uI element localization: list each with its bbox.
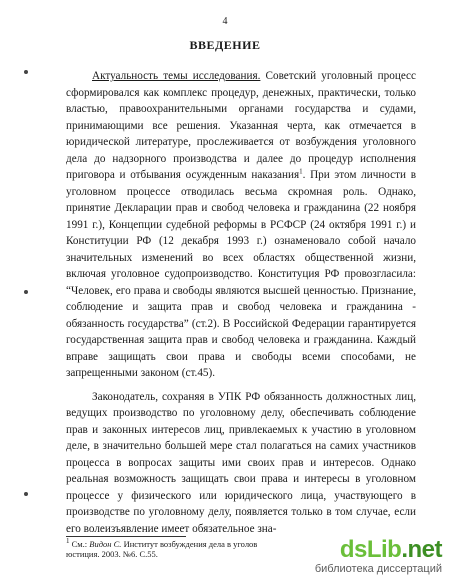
page-title: ВВЕДЕНИЕ — [189, 38, 261, 52]
watermark-logo: dsLib.net — [339, 536, 442, 563]
footnote-line-1: $^1$ См.: Видон С. Институт возбуждения дела в уголов — [66, 537, 258, 549]
watermark — [262, 537, 442, 575]
paragraph-relevance — [66, 68, 416, 382]
footnote-line-2: юстиция. 2003. №6. С.55. — [66, 549, 158, 559]
footnote-divider — [66, 536, 186, 537]
footnote-reference: 1 — [299, 167, 303, 176]
page-number: 4 — [222, 16, 228, 27]
relevance-lead: Актуальность темы исследования. — [92, 70, 261, 82]
binding-hole-mark — [24, 492, 28, 496]
paragraph-text: . При этом личности в уголовном процессе отводилась весьма скромная роль. Однако, принятие Декларации прав и свобод человека и гражданина (22 ноября 1991 г.), Концепции судебной реформы в РСФСР (24 октября 1991 г.) и Конституции РФ (12 декабря 1993 г.) ознаменовало собой начало значительных изменений во всех областях общественной жизни, включая уголовное судопроизводство. Конституция РФ провозгласила: “Человек, его права и свободы являются высшей ценностью. Признание, соблюдение и защита прав и свобод человека и гражданина - обязанность государства” (ст.2). В Российской Федерации гарантируется государственная защита прав и свобод человека и гражданина. Каждый вправе защищать свои права и свободы всеми способами, не запрещенными законом (ст.45). — [66, 169, 416, 379]
footnote-author: Видон С. — [89, 539, 122, 549]
binding-hole-mark — [24, 290, 28, 294]
binding-hole-mark — [24, 70, 28, 74]
paragraph-text: Советский уголовный процесс сформировался как комплекс процедур, денежных, практически, только властью, правоохранительными органами государства и судами, принимающими все решения. Указанная черта, как отмечается в юридической литературе, прослеживается от возбуждения уголовного дела до надзорного производства и далее до процедур исполнения приговора и отбывания осужденным наказания — [66, 70, 416, 181]
watermark-subtitle: библиотека диссертаций — [314, 563, 442, 575]
footnote — [66, 539, 266, 559]
paragraph-legislator: Законодатель, сохраняя в УПК РФ обязанность должностных лиц, ведущих производство по уголовному делу, обеспечивать соблюдение прав и законных интересов лиц, привлекаемых к участию в уголовном деле, в значительно большей мере стал полагаться на самих участников процесса в вопросах защиты ими своих прав и интересов. Однако реальная возможность защищать свои права и интересы в уголовном процессе у физического или юридического лица, участвующего в производстве по уголовному делу, появляется только в том случае, если его волеизъявление имеет обязательное зна- — [66, 390, 416, 535]
footnote-mark: 1 — [66, 537, 70, 546]
document-body — [66, 68, 416, 537]
